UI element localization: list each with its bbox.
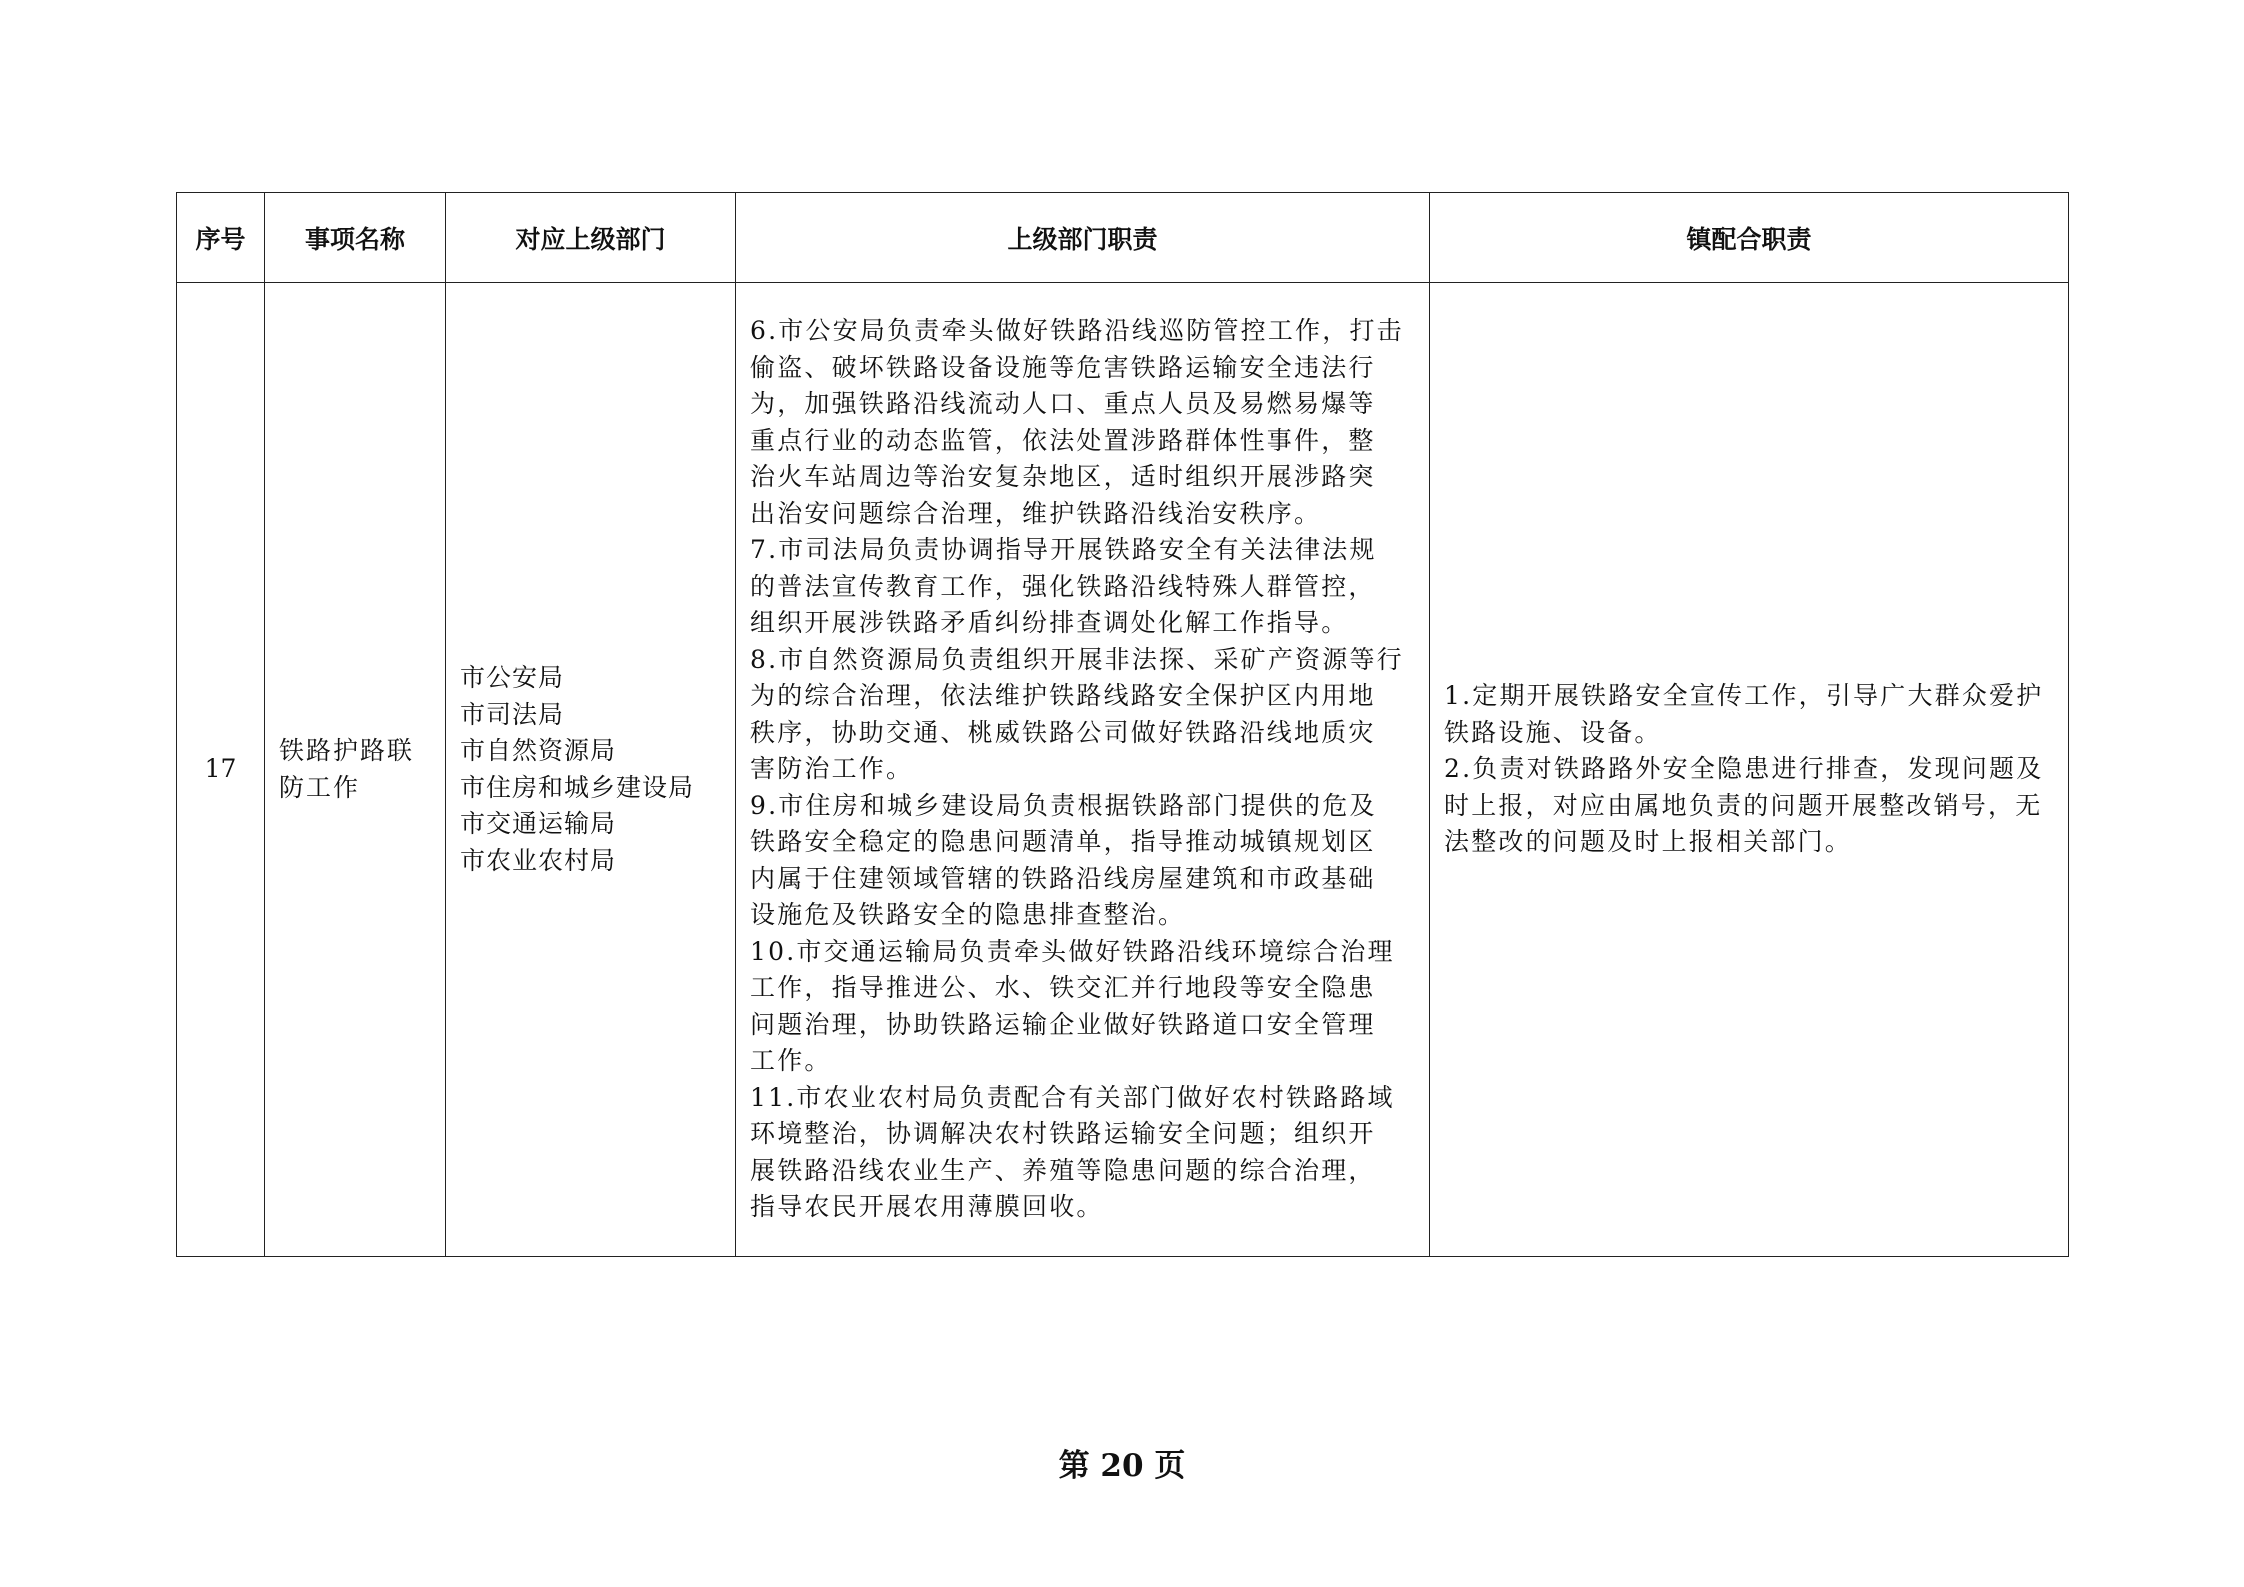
duty-line: 出治安问题综合治理，维护铁路沿线治安秩序。 xyxy=(750,498,1322,528)
duty-line: 11.市农业农村局负责配合有关部门做好农村铁路路域 xyxy=(750,1082,1395,1112)
duty-line: 为的综合治理，依法维护铁路线路安全保护区内用地 xyxy=(750,681,1376,711)
duty-line: 设施危及铁路安全的隐患排查整治。 xyxy=(750,900,1186,930)
duty-line: 环境整治，协调解决农村铁路运输安全问题；组织开 xyxy=(750,1119,1376,1149)
row-item-name xyxy=(265,283,446,1257)
item-name-line: 铁路护路联 xyxy=(279,736,415,765)
header-superior-dept: 对应上级部门 xyxy=(446,193,736,283)
duty-line: 铁路安全稳定的隐患问题清单，指导推动城镇规划区 xyxy=(750,827,1376,857)
dept-line: 市农业农村局 xyxy=(460,845,617,875)
duty-line: 为，加强铁路沿线流动人口、重点人员及易燃易爆等 xyxy=(750,389,1376,419)
duty-line: 偷盗、破坏铁路设备设施等危害铁路运输安全违法行 xyxy=(750,352,1376,382)
table-header-row xyxy=(177,193,2069,283)
header-town-duty: 镇配合职责 xyxy=(1430,193,2069,283)
duty-line: 治火车站周边等治安复杂地区，适时组织开展涉路突 xyxy=(750,462,1376,492)
dept-line: 市住房和城乡建设局 xyxy=(460,772,695,802)
duty-line: 组织开展涉铁路矛盾纠纷排查调处化解工作指导。 xyxy=(750,608,1349,638)
town-duty-line: 时上报，对应由属地负责的问题开展整改销号，无 xyxy=(1444,790,2043,820)
header-item-name: 事项名称 xyxy=(265,193,446,283)
town-duty-line: 1.定期开展铁路安全宣传工作，引导广大群众爱护 xyxy=(1444,681,2044,711)
duty-line: 工作，指导推进公、水、铁交汇并行地段等安全隐患 xyxy=(750,973,1376,1003)
item-name-line: 防工作 xyxy=(279,772,361,802)
row-town-duty xyxy=(1430,283,2069,1257)
town-duty-line: 2.负责对铁路路外安全隐患进行排查，发现问题及 xyxy=(1444,754,2044,784)
table-row xyxy=(177,283,2069,1257)
dept-line: 市司法局 xyxy=(460,699,565,729)
header-superior-duty: 上级部门职责 xyxy=(736,193,1430,283)
town-duty-line: 铁路设施、设备。 xyxy=(1444,717,1662,747)
town-duty-line: 法整改的问题及时上报相关部门。 xyxy=(1444,827,1853,857)
duty-line: 害防治工作。 xyxy=(750,754,914,784)
duty-line: 展铁路沿线农业生产、养殖等隐患问题的综合治理， xyxy=(750,1155,1376,1185)
duty-line: 工作。 xyxy=(750,1046,832,1076)
row-seq: 17 xyxy=(177,283,265,1257)
duty-line: 10.市交通运输局负责牵头做好铁路沿线环境综合治理 xyxy=(750,936,1395,966)
duty-line: 7.市司法局负责协调指导开展铁路安全有关法律法规 xyxy=(750,535,1377,565)
duty-line: 的普法宣传教育工作，强化铁路沿线特殊人群管控， xyxy=(750,571,1376,601)
duty-line: 8.市自然资源局负责组织开展非法探、采矿产资源等行 xyxy=(750,644,1404,674)
duty-line: 内属于住建领域管辖的铁路沿线房屋建筑和市政基础 xyxy=(750,863,1376,893)
duty-line: 指导农民开展农用薄膜回收。 xyxy=(750,1192,1104,1222)
row-superior-dept xyxy=(446,283,736,1257)
duty-line: 秩序，协助交通、桃威铁路公司做好铁路沿线地质灾 xyxy=(750,717,1376,747)
dept-line: 市交通运输局 xyxy=(460,809,617,838)
duty-line: 重点行业的动态监管，依法处置涉路群体性事件，整 xyxy=(750,425,1376,455)
duty-line: 6.市公安局负责牵头做好铁路沿线巡防管控工作，打击 xyxy=(750,316,1404,346)
duty-line: 9.市住房和城乡建设局负责根据铁路部门提供的危及 xyxy=(750,790,1377,820)
header-seq: 序号 xyxy=(177,193,265,283)
dept-line: 市自然资源局 xyxy=(460,736,617,765)
dept-line: 市公安局 xyxy=(460,663,565,692)
duty-table xyxy=(176,192,2069,1257)
row-superior-duty xyxy=(736,283,1430,1257)
duty-line: 问题治理，协助铁路运输企业做好铁路道口安全管理 xyxy=(750,1009,1376,1039)
page-number: 第 20 页 xyxy=(1058,1448,1186,1484)
